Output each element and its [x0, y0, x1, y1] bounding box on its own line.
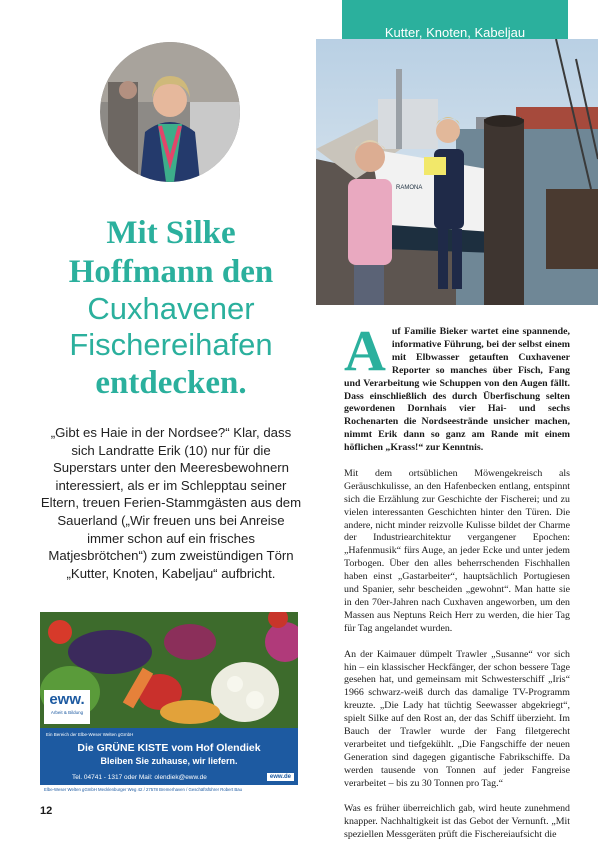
boat-name: RAMONA	[396, 185, 423, 191]
ad-subline: Bleiben Sie zuhause, wir liefern.	[100, 756, 238, 766]
ad-headline: Die GRÜNE KISTE vom Hof Olendiek	[77, 742, 261, 754]
paragraph: An der Kaimauer dümpelt Trawler „Susanne“ vor sich hin – ein klassischer Heckfänger, der schon bessere Tage gesehen hat, und gemeinsam mit Schwesterschiff „Iris“ 1966 schwarz-weiß durch das damalige TV-Programm kreuzte. „Die Lady hat tüchtig Seewasser abgekriegt“, spielt Silke auf den Rost an, der das Schiff überzieht. Im Bauch der Trawler wurde der Fang filetgerecht verarbeitet und tiefgekühlt. „Die Fangschiffe der neuen Generation sind dagegen gigantische Fabrikschiffe. Da werden tausende von Tonnen auf jeder Fangreise verarbeitet – bis zu 30 Tonnen pro Tag.“	[344, 648, 570, 789]
page-number: 12	[40, 805, 53, 817]
intro-text: „Gibt es Haie in der Nordsee?“ Klar, dass sich Landratte Erik (10) nur für die Superstars unter den Meeresbewohnern interessiert, als er im Schlepptau seiner Eltern, treuen Ferien-Stammgästen aus dem Sauerland („Wir freuen uns bei Anreise immer schon auf ein frisches Matjesbrötchen“) zum zweistündigen Törn „Kutter, Knoten, Kabeljau“ aufbricht.	[40, 425, 302, 581]
ad-division: Ein Bereich der Elbe-Weser Welten gGmbH	[46, 732, 134, 737]
portrait-photo	[100, 42, 240, 182]
ad-footer: Elbe-Weser Welten gGmbH Mecklenburger Weg 42 / 27578 Bremerhaven / Geschäftsführer Robert Bau	[40, 785, 298, 795]
lead-paragraph: uf Familie Bieker wartet eine spannende, informative Führung, bei der selbst einem mit Elbwasser getauften Cuxhavener Reporter so manches über Fisch, Fang und Verarbeitung wie Schuppen von den Augen fällt. Dass einschließlich des durch Überfischung selten gewordenen Dornhais vier Hai- und sechs Rochenarten die Nordseestrände unsicher machen, nimmt Erik dann so ganz am Rande mit einem höflichen „Krass!“ zur Kenntnis.	[344, 326, 570, 454]
article-body	[344, 318, 570, 855]
paragraph: Was es früher überreichlich gab, wird heute zunehmend knapper. Nachhaltigkeit ist das Gebot der Vernunft. „Mit speziellen Messgeräten prüft die Fischereiaufsicht die	[344, 803, 570, 841]
paragraph: Mit dem ortsüblichen Möwengekreisch als Geräuschkulisse, an den Hafenbecken entlang, entspinnt sich die Erzählung zur Geschichte der Fischerei; und zu vielen interessanten Geschichten hinter den Türen. Die andere, nicht minder reizvolle Kulisse bildet der Charme der Industriearchitektur vergangener Epochen: „Hafenmusik“ fürs Auge, an jeder Ecke und unter jedem Torbogen. Über den alles beherrschenden Fischhallen haben einst „Gastarbeiter“, hauptsächlich Portugiesen und Spanier, sehr bescheiden „gewohnt“. Man hatte sie in den 70er-Jahren nach Cuxhaven angeworben, um den Massen aus Neptuns Reich Herr zu werden, die hier Tag für Tag angelandet wurden.	[344, 467, 570, 634]
section-tag: Kutter, Knoten, Kabeljau	[342, 0, 568, 64]
harbor-photo	[316, 39, 598, 305]
article-title: Mit Silke Hoffmann den Cuxhavener Fischereihafen entdecken.	[68, 215, 274, 401]
drop-cap: A	[344, 318, 386, 383]
eww-logo: eww. Arbeit & Bildung	[44, 690, 90, 724]
ad-web: eww.de	[267, 773, 294, 781]
ad-contact: Tel. 04741 - 1317 oder Mail: olendiek@eww.de	[72, 774, 207, 781]
advertisement	[40, 612, 298, 795]
